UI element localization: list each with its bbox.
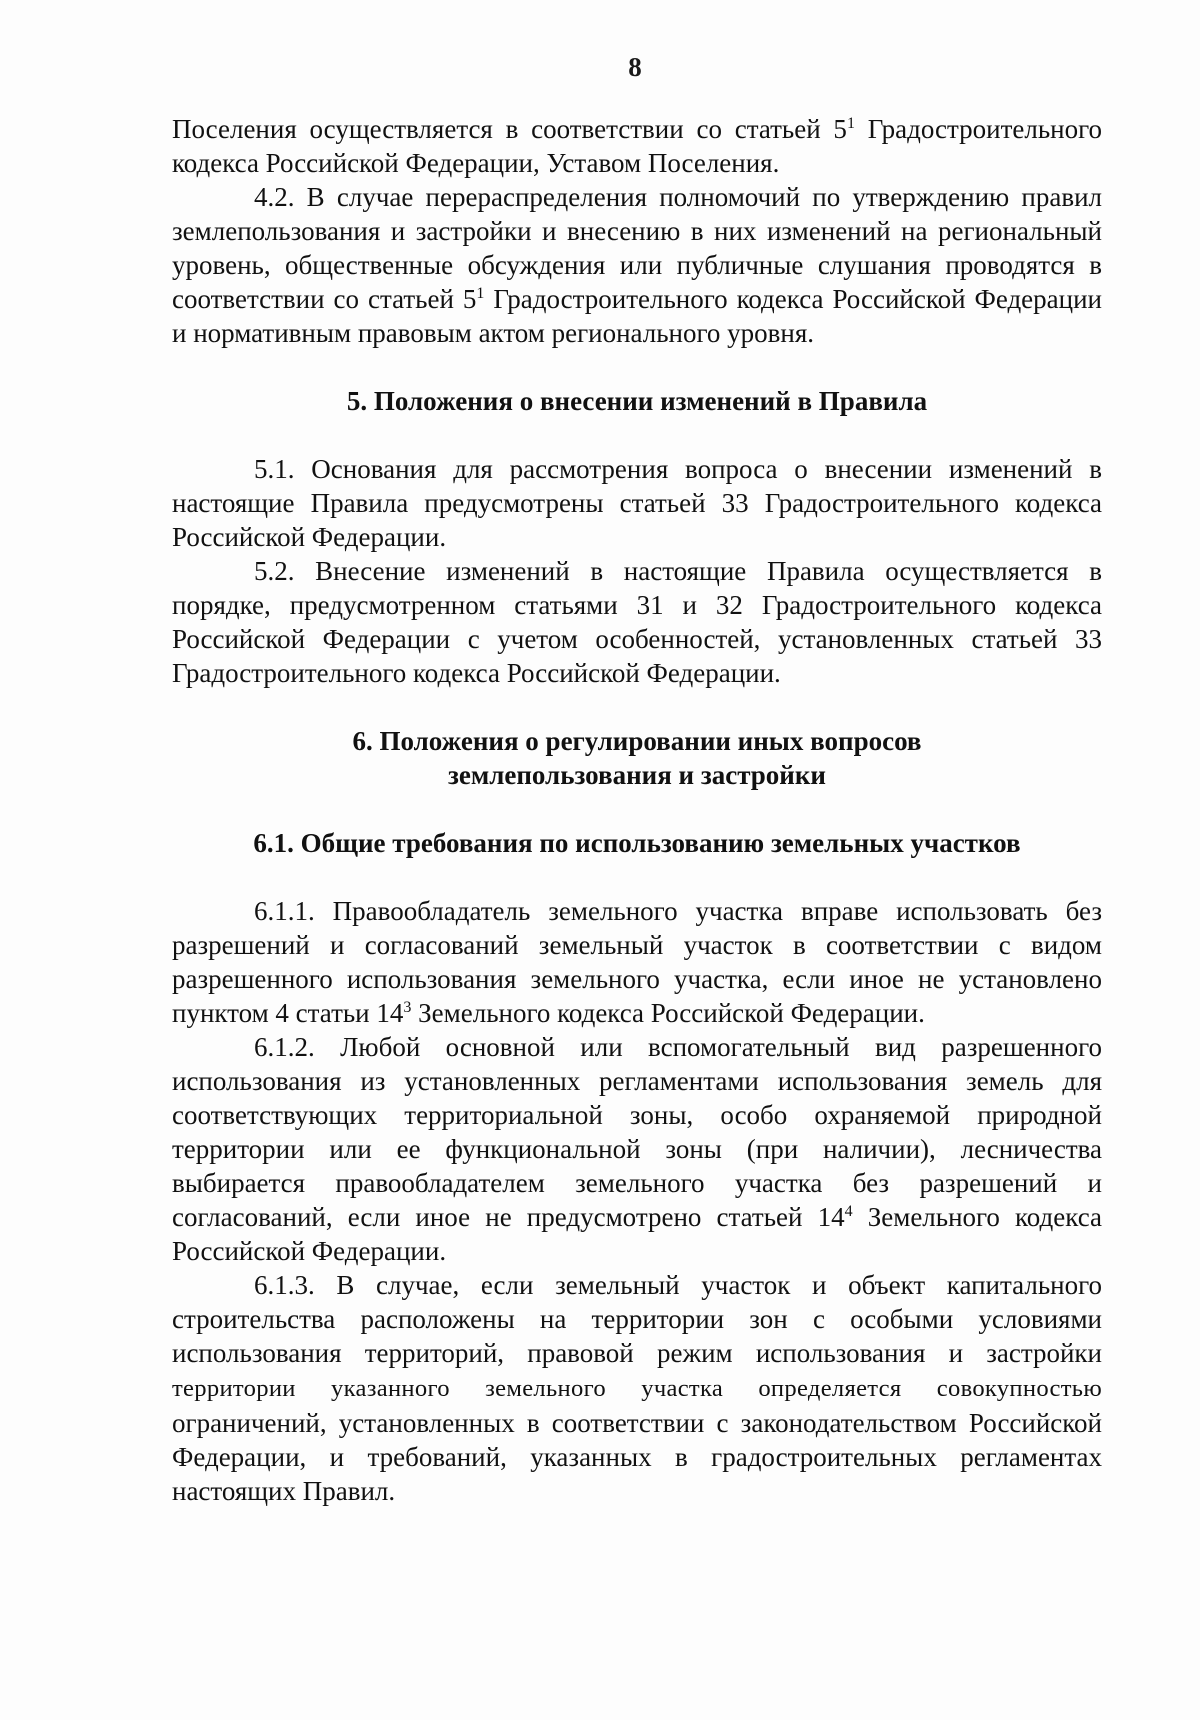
paragraph-continuation [172,112,1102,180]
paragraph-text: ограничений, установленных в соответствии с законодательством Российской Федерации, и требований, указанных в градостроительных регламентах настоящих Правил. [172,1408,1102,1506]
page-number: 8 [628,52,642,82]
paragraph-6-1-3 [172,1268,1102,1508]
superscript: 1 [846,115,855,132]
superscript: 4 [844,1203,853,1220]
paragraph-4-2 [172,180,1102,350]
paragraph-text: 4.2. В случае перераспределения полномочий по утверждению правил землепользования и застройки и внесению в них изменений на региональный уровень, общественные обсуждения или публичные слушания проводятся в соответствии со статьей 5 [172,182,1102,314]
document-body [172,112,1102,1508]
paragraph-5-2: 5.2. Внесение изменений в настоящие Правила осуществляется в порядке, предусмотренном статьями 31 и 32 Градостроительного кодекса Российской Федерации с учетом особенностей, установленных статьей 33 Градостроительного кодекса Российской Федерации. [172,556,1102,688]
superscript: 1 [476,285,485,302]
paragraph-text: 6.1.2. Любой основной или вспомогательный вид разрешенного использования из установленных регламентами использования земель для соответствующих территориальной зоны, особо охраняемой природной территории или ее функциональной зоны (при наличии), лесничества выбирается правообладателем земельного участка без разрешений и согласований, если иное не предусмотрено статьей 14 [172,1032,1102,1232]
paragraph-text: Земельного кодекса Российской Федерации. [411,998,925,1028]
spacer [172,792,1102,826]
spacer [172,860,1102,894]
section-5-heading: 5. Положения о внесении изменений в Правила [346,386,928,416]
section-6-heading-line-1: 6. Положения о регулировании иных вопросов [352,726,922,756]
paragraph-text: Поселения осуществляется в соответствии со статьей 5 [172,114,847,144]
superscript: 3 [403,999,412,1016]
paragraph-6-1-2 [172,1030,1102,1268]
spacer [172,690,1102,724]
spacer [172,350,1102,384]
section-6-heading-line-2: землепользования и застройки [448,760,826,790]
paragraph-5-1: 5.1. Основания для рассмотрения вопроса о внесении изменений в настоящие Правила предусмотрены статьей 33 Градостроительного кодекса Российской Федерации. [172,454,1102,552]
paragraph-text: Земельного кодекса Российской Федерации. [172,1202,1102,1266]
paragraph-6-1-1 [172,894,1102,1030]
spacer [172,418,1102,452]
paragraph-text-condensed: территории указанного земельного участка определяется совокупностью [172,1375,1102,1402]
paragraph-text: Градостроительного кодекса Российской Федерации, Уставом Поселения. [172,114,1102,178]
paragraph-text: 6.1.1. Правообладатель земельного участка вправе использовать без разрешений и согласований земельный участок в соответствии с видом разрешенного использования земельного участка, если иное не установлено пунктом 4 статьи 14 [172,896,1102,1028]
paragraph-text: 6.1.3. В случае, если земельный участок и объект капитального строительства расположены на территории зон с особыми условиями использования территорий, правовой режим использования и застройки [172,1270,1102,1368]
subsection-6-1-heading: 6.1. Общие требования по использованию земельных участков [253,828,1021,858]
paragraph-text: Градостроительного кодекса Российской Федерации и нормативным правовым актом регионального уровня. [172,284,1102,348]
